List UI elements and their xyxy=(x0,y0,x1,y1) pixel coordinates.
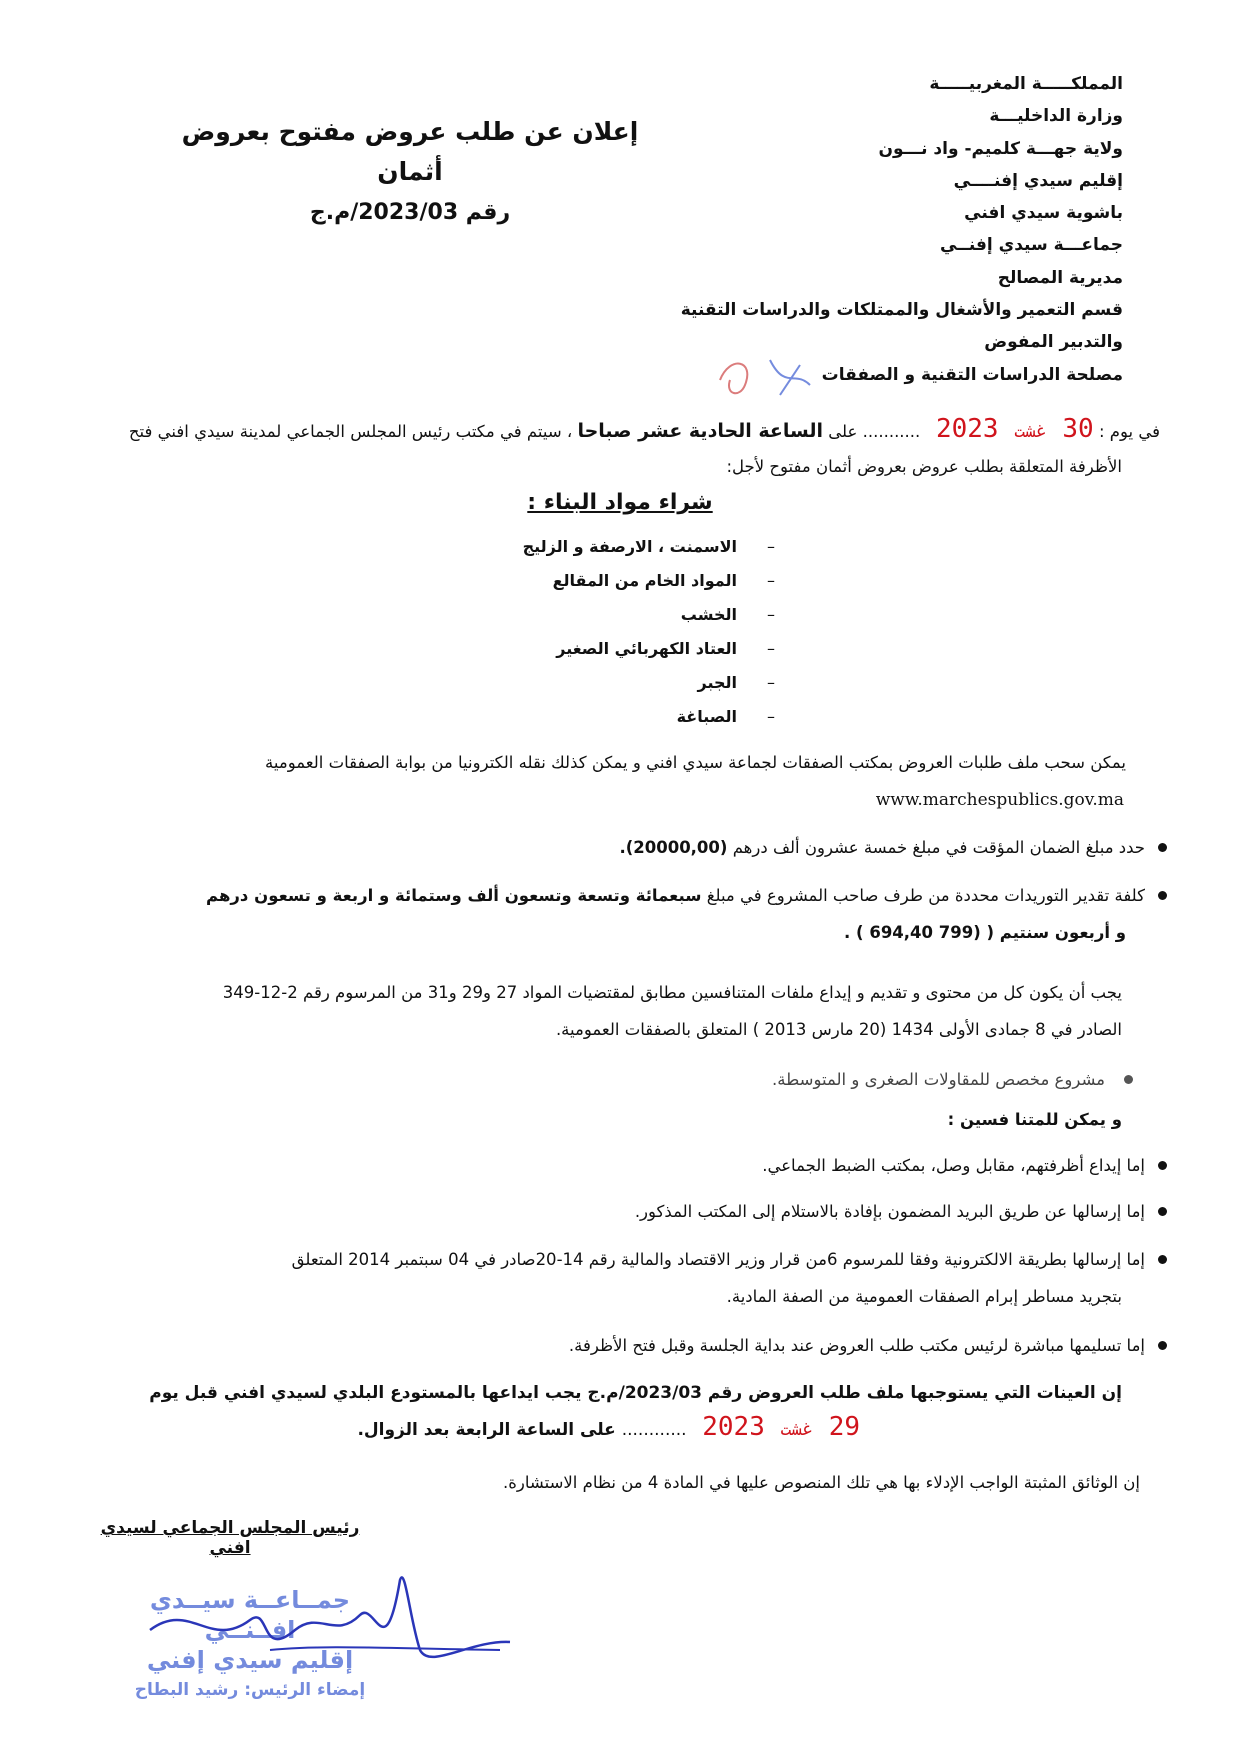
subject-heading: شراء مواد البناء : xyxy=(527,490,713,515)
cost-line-2: و أربعون سنتيم ( (799 694,40 ) . xyxy=(844,923,1126,942)
intro-line-2: الأظرفة المتعلقة بطلب عروض بعروض أثمان مفتوح لأجل: xyxy=(726,457,1122,476)
option-bullet: إما إرسالها عن طريق البريد المضمون بإفادة بالاستلام إلى المكتب المذكور. xyxy=(76,1196,1145,1228)
items-list xyxy=(455,530,775,734)
title-line-2: رقم 2023/03/م.ج xyxy=(309,200,511,225)
option-bullet: إما إيداع أظرفتهم، مقابل وصل، بمكتب الضبط الجماعي. xyxy=(76,1150,1145,1182)
deadline-stamp: 29 غشت 2023 xyxy=(702,1412,860,1442)
initials-mark-icon xyxy=(700,350,830,410)
title-line-1: إعلان عن طلب عروض مفتوح بعروض أثمان xyxy=(181,117,639,186)
announcement-title xyxy=(150,112,670,230)
list-item: –المواد الخام من المقالع xyxy=(552,571,775,590)
download-text: يمكن سحب ملف طلبات العروض بمكتب الصفقات لجماعة سيدي افني و يمكن كذلك نقله الكترونيا من بوابة الصفقات العمومية xyxy=(265,753,1126,772)
signature-stamp: جمــاعــة سيــدي افــنــي إقليم سيدي إفني إمضاء الرئيس: رشيد البطاح xyxy=(134,1586,366,1700)
guarantee-bullet: حدد مبلغ الضمان المؤقت في مبلغ خمسة عشرون ألف درهم (20000,00). xyxy=(76,832,1145,864)
issuer-header xyxy=(680,68,1123,391)
header-line: وزارة الداخليـــة xyxy=(989,106,1123,127)
submission-options-label: و يمكن للمتنا فسين : xyxy=(947,1110,1122,1129)
option-bullet: إما تسليمها مباشرة لرئيس مكتب طلب العروض عند بداية الجلسة وقبل فتح الأظرفة. xyxy=(76,1330,1145,1362)
list-item: –العتاد الكهربائي الصغير xyxy=(556,639,775,658)
header-line: مديرية المصالح xyxy=(997,267,1123,288)
documents-note: إن الوثائق المثبتة الواجب الإدلاء بها هي تلك المنصوص عليها في المادة 4 من نظام الاستشارة. xyxy=(502,1473,1140,1492)
header-line: المملكـــــة المغربيـــــة xyxy=(929,74,1123,94)
handwritten-signature-icon xyxy=(120,1560,520,1680)
date-stamp: 30 غشت 2023 xyxy=(935,414,1094,444)
opening-time: الساعة الحادية عشر صباحا xyxy=(577,420,824,442)
sme-note: مشروع مخصص للمقاولات الصغرى و المتوسطة. xyxy=(76,1064,1105,1096)
compliance-line-1: يجب أن يكون كل من محتوى و تقديم و إيداع ملفات المتنافسين مطابق لمقتضيات المواد 27 و29 و31 من المرسوم رقم 2-12-349 xyxy=(222,983,1122,1002)
list-item: –الاسمنت ، الارصفة و الزليج xyxy=(522,537,775,556)
option-bullet: إما إرسالها بطريقة الالكترونية وفقا للمرسوم 6من قرار وزير الاقتصاد والمالية رقم 14-20صادر في 04 سبتمبر 2014 المتعلق xyxy=(76,1244,1145,1276)
intro-paragraph: في يوم : 30 غشت 2023 ........... على الساعة الحادية عشر صباحا ، سيتم في مكتب رئيس المجلس الجماعي لمدينة سيدي افني فتح xyxy=(128,414,1160,444)
option-continuation: بتجريد مساطر إبرام الصفقات العمومية من الصفة المادية. xyxy=(726,1287,1122,1306)
header-line: مصلحة الدراسات التقنية و الصفقات xyxy=(821,364,1123,385)
list-item: –الخشب xyxy=(680,605,775,624)
intro-prefix: في يوم : xyxy=(1098,422,1160,441)
header-line: والتدبير المفوض xyxy=(984,332,1123,353)
list-item: –الجبر xyxy=(697,673,775,692)
header-line: ولاية جهـــة كلميم- واد نـــون xyxy=(878,138,1123,159)
header-line: قسم التعمير والأشغال والممتلكات والدراسات التقنية xyxy=(680,300,1123,321)
header-line: جماعـــة سيدي إفنــي xyxy=(940,235,1123,256)
samples-line-1: إن العينات التي يستوجبها ملف طلب العروض رقم 2023/03/م.ج يجب ايداعها بالمستودع البلدي لسيدي افني قبل يوم xyxy=(149,1383,1122,1403)
compliance-line-2: الصادر في 8 جمادى الأولى 1434 (20 مارس 2013 ) المتعلق بالصفقات العمومية. xyxy=(555,1020,1122,1039)
header-line: باشوية سيدي افني xyxy=(964,203,1123,224)
portal-link[interactable]: www.marchespublics.gov.ma xyxy=(875,790,1124,810)
list-item: –الصباغة xyxy=(676,707,775,726)
header-line: إقليم سيدي إفنــــي xyxy=(953,170,1123,191)
cost-bullet: كلفة تقدير التوريدات محددة من طرف صاحب المشروع في مبلغ سبعمائة وتسعة وتسعون ألف وستمائة و اربعة و تسعون درهم xyxy=(76,880,1145,912)
samples-line-2: 29 غشت 2023 ............ على الساعة الرابعة بعد الزوال. xyxy=(357,1412,860,1442)
signatory-title: رئيس المجلس الجماعي لسيدي افني xyxy=(100,1518,360,1558)
